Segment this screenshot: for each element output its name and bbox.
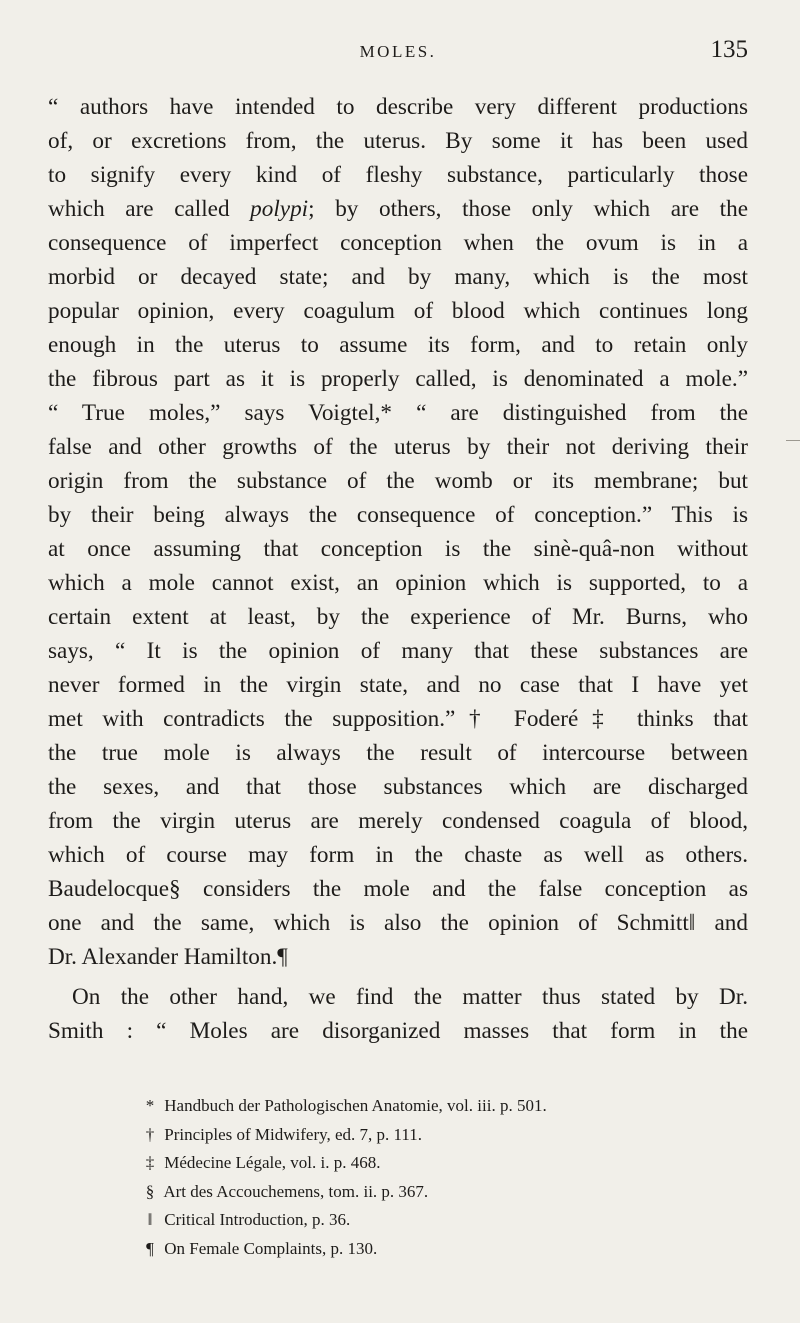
footnote-mark: ‖ — [147, 1210, 153, 1229]
text-line: On the other hand, we find the matter thus stated by Dr. — [72, 984, 748, 1010]
footnote — [140, 1149, 740, 1178]
footnote — [140, 1121, 740, 1150]
footnote-mark: ¶ — [146, 1238, 154, 1258]
body-text — [48, 90, 748, 1048]
footnotes — [140, 1092, 740, 1263]
footnote-text: Critical Introduction, p. 36. — [164, 1210, 351, 1229]
text-line-with-italic: which are called polypi; by others, those only which are the — [48, 196, 748, 222]
footnote — [140, 1178, 740, 1207]
footnote — [140, 1235, 740, 1264]
text-line: to signify every kind of fleshy substance, particularly those — [48, 162, 748, 188]
text-line: enough in the uterus to assume its form, and to retain only — [48, 332, 748, 358]
footnote-mark: † — [145, 1124, 155, 1144]
footnote-text: Art des Accouchemens, tom. ii. p. 367. — [163, 1181, 429, 1201]
text-line: at once assuming that conception is the sinè-quâ-non without — [48, 536, 748, 562]
text-line: false and other growths of the uterus by their not deriving their — [48, 434, 748, 460]
text-line: which a mole cannot exist, an opinion which is supported, to a — [48, 570, 748, 596]
footnote — [140, 1206, 740, 1235]
text-line: Dr. Alexander Hamilton.¶ — [48, 944, 288, 970]
text-line: the fibrous part as it is properly called, is denominated a mole.” — [48, 366, 748, 392]
text-line: “ True moles,” says Voigtel,* “ are distinguished from the — [48, 400, 748, 426]
page-header — [48, 38, 748, 68]
text-line: origin from the substance of the womb or its membrane; but — [48, 468, 748, 494]
footnote-mark: ‡ — [145, 1153, 155, 1172]
text-line: says, “ It is the opinion of many that these substances are — [48, 638, 748, 664]
page-number: 135 — [710, 36, 748, 63]
text-line: Baudelocque§ considers the mole and the false conception as — [48, 876, 748, 902]
running-head: MOLES. — [359, 42, 437, 61]
text-line: the true mole is always the result of intercourse between — [48, 740, 748, 766]
footnote-text: Médecine Légale, vol. i. p. 468. — [164, 1153, 381, 1172]
footnote-mark: § — [145, 1181, 155, 1201]
text-line: of, or excretions from, the uterus. By some it has been used — [48, 128, 748, 154]
italic-term: polypi — [250, 196, 309, 222]
footnote-text: Principles of Midwifery, ed. 7, p. 111. — [164, 1124, 423, 1144]
text-line: by their being always the consequence of conception.” This is — [48, 502, 748, 528]
text-line: one and the same, which is also the opinion of Schmitt‖ and — [48, 910, 748, 936]
page-edge-mark — [786, 440, 800, 441]
text-line: morbid or decayed state; and by many, which is the most — [48, 264, 748, 290]
text-line: “ authors have intended to describe very different productions — [48, 94, 748, 120]
text-line: certain extent at least, by the experience of Mr. Burns, who — [48, 604, 748, 630]
text-line: popular opinion, every coagulum of blood which continues long — [48, 298, 748, 324]
footnote-text: Handbuch der Pathologischen Anatomie, vol. iii. p. 501. — [164, 1096, 547, 1115]
text-line: which of course may form in the chaste as well as others. — [48, 842, 748, 868]
text-line: from the virgin uterus are merely condensed coagula of blood, — [48, 808, 748, 834]
footnote — [140, 1092, 740, 1121]
text-line: consequence of imperfect conception when the ovum is in a — [48, 230, 748, 256]
text-line: met with contradicts the supposition.”† Foderé‡ thinks that — [48, 706, 748, 732]
footnote-text: On Female Complaints, p. 130. — [164, 1238, 378, 1258]
text-line: the sexes, and that those substances which are discharged — [48, 774, 748, 800]
text-line: never formed in the virgin state, and no case that I have yet — [48, 672, 748, 698]
text-line: Smith : “ Moles are disorganized masses that form in the — [48, 1018, 748, 1044]
footnote-mark: * — [145, 1096, 155, 1115]
